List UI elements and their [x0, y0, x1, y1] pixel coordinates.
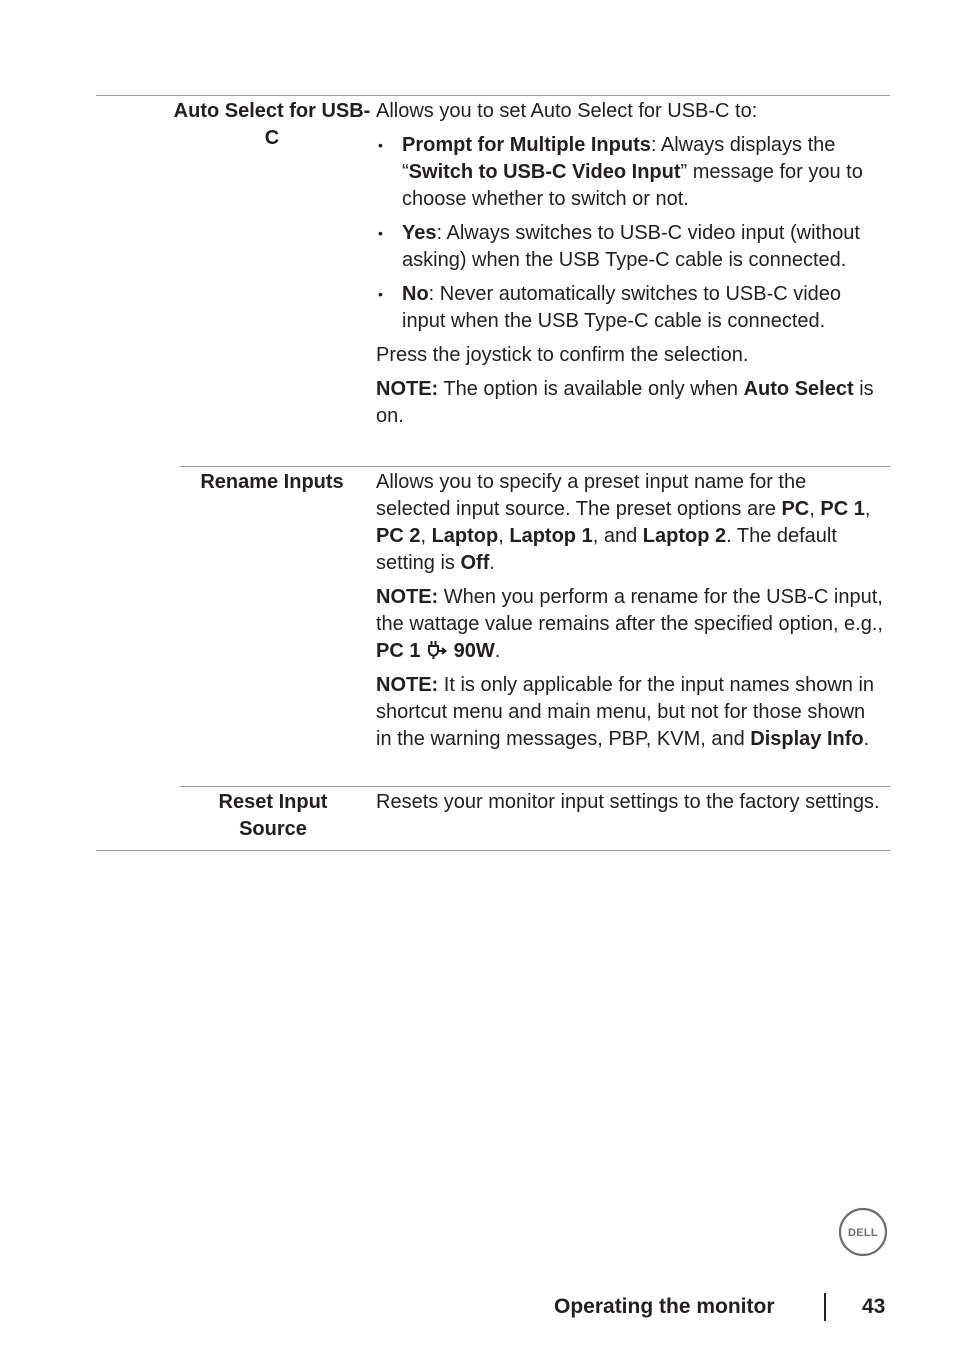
row-label-reset-input-source: Reset Input Source — [218, 791, 328, 840]
row-desc-reset-input-source: Resets your monitor input settings to the factory settings. — [376, 791, 880, 813]
option-list — [376, 132, 886, 335]
row-rule — [180, 786, 890, 787]
footer-divider — [824, 1293, 826, 1321]
row-rule — [180, 466, 890, 467]
list-item: • No: Never automatically switches to USB-C video input when the USB Type-C cable is connected. — [376, 281, 886, 335]
page-number: 43 — [862, 1295, 886, 1318]
row-desc-rename-inputs — [376, 469, 886, 760]
row-label-rename-inputs: Rename Inputs — [200, 471, 344, 493]
list-item: • Yes: Always switches to USB-C video input (without asking) when the USB Type-C cable is connected. — [376, 220, 886, 274]
dell-logo-text: DELL — [848, 1227, 878, 1239]
row-label-auto-select-usbc: Auto Select for USB-C — [173, 100, 371, 149]
note: NOTE: The option is available only when Auto Select is on. — [376, 378, 874, 427]
list-item: • Prompt for Multiple Inputs: Always displays the “Switch to USB-C Video Input” message for you to choose whether to switch or not. — [376, 132, 886, 213]
row-desc-auto-select-usbc — [376, 98, 886, 437]
footer-section-title: Operating the monitor — [554, 1295, 775, 1318]
note: NOTE: It is only applicable for the input names shown in shortcut menu and main menu, but not for those shown in the warning messages, PBP, KVM, and Display Info. — [376, 674, 875, 750]
rename-description: Allows you to specify a preset input name for the selected input source. The preset options are PC, PC 1, PC 2, Laptop, Laptop 1, and Laptop 2. The default setting is Off. — [376, 471, 871, 574]
dell-logo-icon — [838, 1207, 888, 1257]
confirm-text: Press the joystick to confirm the selection. — [376, 344, 749, 366]
table-top-rule — [96, 95, 890, 96]
note: NOTE: When you perform a rename for the USB-C input, the wattage value remains after the specified option, e.g., PC 1 90W. — [376, 586, 883, 662]
table-bottom-rule — [96, 850, 890, 851]
power-plug-icon — [426, 640, 448, 660]
intro-text: Allows you to set Auto Select for USB-C to: — [376, 100, 758, 122]
